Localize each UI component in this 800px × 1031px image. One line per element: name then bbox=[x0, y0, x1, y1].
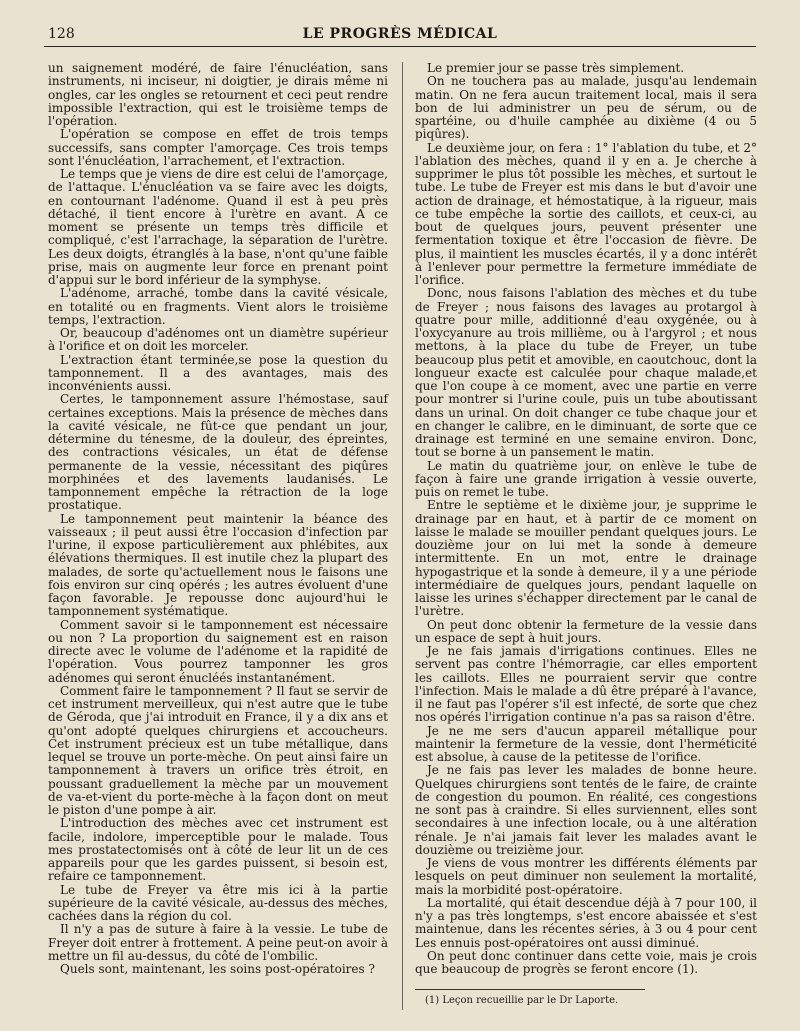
paragraph: L'introduction des mèches avec cet instrument est facile, indolore, imperceptible pour le malade. Tous mes prostatectomisés ont à côté de leur lit un de ces appareils pour que les gardes puissent, si besoin est, refaire ce tamponnement. bbox=[48, 816, 388, 884]
paragraph: un saignement modéré, de faire l'énucléation, sans instruments, ni inciseur, ni doigtier, je dirais même ni ongles, car les ongles se retournent et ceci peut rendre impossible l'extraction, qui est le troisième temps de l'opération. bbox=[48, 61, 388, 128]
paragraph: Je ne fais pas lever les malades de bonne heure. Quelques chirurgiens sont tentés de le faire, de crainte de congestion du poumon. En réalité, ces congestions ne sont pas à craindre. Si elles surviennent, elles sont secondaires à une infection locale, ou à une altération rénale. Je n'ai jamais fait lever les malades avant le douzième ou treizième jour. bbox=[415, 763, 757, 857]
paragraph: Le tamponnement peut maintenir la béance des vaisseaux ; il peut aussi être l'occasion d'infection par l'urine, il expose particulièrement aux phlébites, aux élévations thermiques. Il est inutile chez la plupart des malades, de sorte qu'actuellement nous le faisons une fois environ sur cinq opérés ; les autres évoluent d'une façon favorable. Je repousse donc aujourd'hui le tamponnement systématique. bbox=[48, 511, 388, 619]
paragraph: L'adénome, arraché, tombe dans la cavité vésicale, en totalité ou en fragments. Vient alors le troisième temps, l'extraction. bbox=[48, 286, 388, 327]
paragraph: Comment faire le tamponnement ? Il faut se servir de cet instrument merveilleux, qui n'est autre que le tube de Géroda, que j'ai introduit en France, il y a dix ans et qu'ont adopté quelques chirurgiens et accoucheurs. Cet instrument précieux est un tube métallique, dans lequel se trouve un porte-mèche. On peut ainsi faire un tamponnement à travers un orifice très étroit, en poussant graduellement la mèche par un mouvement de va-et-vient du porte-mèche à la façon dont on meut le piston d'une pompe à air. bbox=[48, 683, 388, 817]
journal-title: LE PROGRÈS MÉDICAL bbox=[302, 26, 498, 42]
paragraph: Entre le septième et le dixième jour, je supprime le drainage par en haut, et à partir de ce moment on laisse le malade se mouiller pendant quelques jours. Le douzième jour on lui met la sonde à demeure intermittente. En un mot, entre le drainage hypogastrique et la sonde à demeure, il y a une période intermédiaire de quelques jours, pendant laquelle on laisse les urines s'échapper directement par le canal de l'urètre. bbox=[415, 498, 757, 619]
paragraph: Quels sont, maintenant, les soins post-opératoires ? bbox=[60, 962, 375, 976]
paragraph: La mortalité, qui était descendue déjà à 7 pour 100, il n'y a pas très longtemps, s'est encore abaissée et s'est maintenue, dans les récentes séries, à 3 ou 4 pour cent Les ennuis post-opératoires ont aussi diminué. bbox=[415, 895, 757, 950]
paragraph: On peut donc obtenir la fermeture de la vessie dans un espace de sept à huit jours. bbox=[415, 617, 757, 645]
paragraph: On ne touchera pas au malade, jusqu'au lendemain matin. On ne fera aucun traitement local, mais il sera bon de lui administrer un peu de sérum, ou de spartéine, ou d'huile camphée au dixième (4 ou 5 piqûres). bbox=[415, 74, 757, 142]
paragraph: Je ne fais jamais d'irrigations continues. Elles ne servent pas contre l'hémorragie, car elles emportent les caillots. Elles ne pourraient servir que contre l'infection. Mais le malade a dû être préparé à l'avance, il ne faut pas l'opérer s'il est infecté, de sorte que chez nos opérés l'irrigation continue n'a pas sa raison d'être. bbox=[415, 644, 757, 725]
column-divider bbox=[402, 62, 403, 1010]
paragraph: Je ne me sers d'aucun appareil métallique pour maintenir la fermeture de la vessie, dont l'herméticité est absolue, à cause de la petitesse de l'orifice. bbox=[415, 723, 757, 764]
paragraph: L'extraction étant terminée,se pose la question du tamponnement. Il a des avantages, mais des inconvénients aussi. bbox=[48, 352, 388, 393]
paragraph: Or, beaucoup d'adénomes ont un diamètre supérieur à l'orifice et on doit les morceler. bbox=[48, 326, 388, 354]
paragraph: Le premier jour se passe très simplement. bbox=[427, 61, 685, 75]
page-number: 128 bbox=[48, 26, 75, 42]
paragraph: Certes, le tamponnement assure l'hémostase, sauf certaines exceptions. Mais la présence de mèches dans la cavité vésicale, ne fût-ce que pendant un jour, détermine du ténesme, de la douleur, des épreintes, des contractions vésicales, un état de défense permanente de la vessie, nécessitant des piqûres morphinées et des lavements laudanisés. Le tamponnement empêche la rétraction de la loge prostatique. bbox=[48, 392, 388, 513]
paragraph: Le tube de Freyer va être mis ici à la partie supérieure de la cavité vésicale, au-dessus des mèches, cachées dans la région du col. bbox=[48, 882, 388, 923]
footnote: (1) Leçon recueillie par le Dr Laporte. bbox=[425, 995, 619, 1006]
left-column bbox=[48, 62, 388, 976]
page-header bbox=[44, 26, 756, 47]
paragraph: Comment savoir si le tamponnement est nécessaire ou non ? La proportion du saignement est en raison directe avec le volume de l'adénome et la rapidité de l'opération. Vous pourrez tamponner les gros adénomes qui seront énucléés instantanément. bbox=[48, 617, 388, 685]
paragraph: Le temps que je viens de dire est celui de l'amorçage, de l'attaque. L'énucléation va se faire avec les doigts, en contournant l'adénome. Quand il est à peu près détaché, il tient encore à l'urètre en avant. A ce moment se présente un temps très difficile et compliqué, c'est l'arrachage, la séparation de l'urètre. Les deux doigts, étranglés à la base, n'ont qu'une faible prise, mais on augmente leur force en prenant point d'appui sur le bord inférieur de la symphyse. bbox=[48, 167, 388, 287]
paragraph: L'opération se compose en effet de trois temps successifs, sans compter l'amorçage. Ces trois temps sont l'énucléation, l'arrachement, et l'extraction. bbox=[48, 127, 388, 168]
paragraph: Le deuxième jour, on fera : 1° l'ablation du tube, et 2° l'ablation des mèches, quand il y en a. Je cherche à supprimer le plus tôt possible les mèches, et surtout le tube. Le tube de Freyer est mis dans le but d'avoir une action de drainage, et hémostatique, à la rigueur, mais ce tube empêche la sortie des caillots, et ceux-ci, au bout de quelques jours, peuvent présenter une fermentation toxique et être l'occasion de fièvre. De plus, il maintient les muscles écartés, il y a donc intérêt à l'enlever pour permettre la fermeture immédiate de l'orifice. bbox=[415, 140, 757, 287]
paragraph: Donc, nous faisons l'ablation des mèches et du tube de Freyer ; nous faisons des lavages au protargol à quatre pour mille, additionné d'eau oxygénée, ou à l'oxycyanure au trois millième, ou à l'argyrol ; et nous mettons, à la place du tube de Freyer, un tube beaucoup plus petit et amovible, en caoutchouc, dont la longueur exacte est calculée pour chaque malade,et que l'on coupe à ce moment, avec une partie en verre pour montrer si l'urine coule, puis un tube aboutissant dans un urinal. On doit changer ce tube chaque jour et en changer le calibre, en le diminuant, de sorte que ce drainage est terminé en une semaine environ. Donc, tout se borne à un pansement le matin. bbox=[415, 286, 757, 460]
paragraph: Il n'y a pas de suture à faire à la vessie. Le tube de Freyer doit entrer à frottement. A peine peut-on avoir à mettre un fil au-dessus, du côté de l'ombilic. bbox=[48, 922, 388, 963]
paragraph: On peut donc continuer dans cette voie, mais je crois que beaucoup de progrès se feront encore (1). bbox=[415, 948, 757, 976]
right-column bbox=[415, 62, 757, 976]
paragraph: Je viens de vous montrer les différents éléments par lesquels on peut diminuer non seulement la mortalité, mais la morbidité post-opératoire. bbox=[415, 856, 757, 897]
footnote-rule bbox=[415, 989, 645, 990]
paragraph: Le matin du quatrième jour, on enlève le tube de façon à faire une grande irrigation à vessie ouverte, puis on remet le tube. bbox=[415, 458, 757, 499]
